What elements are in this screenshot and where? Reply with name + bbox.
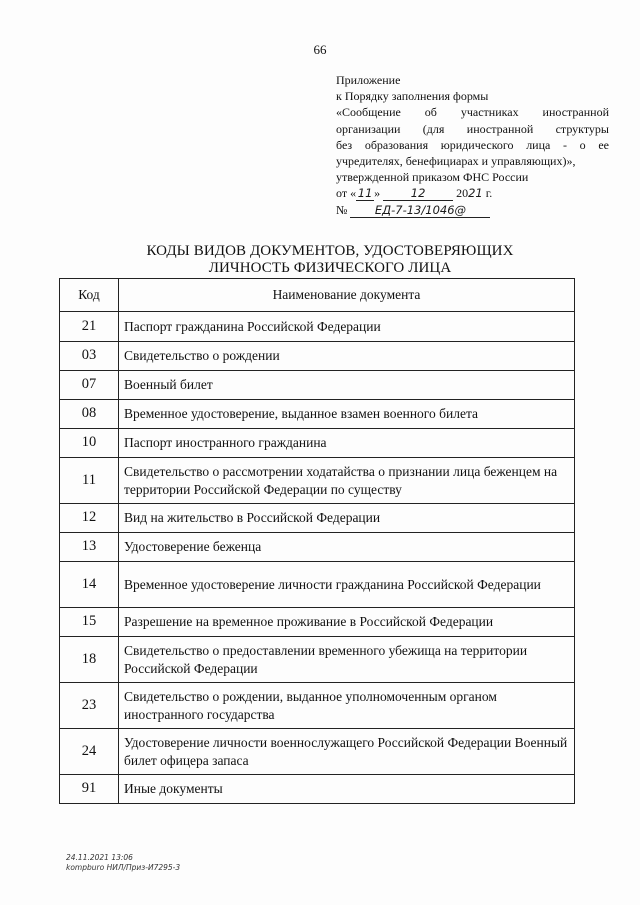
row-code: 23 xyxy=(60,683,119,729)
row-name: Свидетельство о рождении, выданное уполномоченным органом иностранного государства xyxy=(119,683,575,729)
appendix-line: учредителях, бенефициарах и управляющих)», xyxy=(336,154,576,169)
row-name: Паспорт иностранного гражданина xyxy=(119,429,575,458)
row-name: Иные документы xyxy=(119,775,575,804)
document-footer xyxy=(66,853,180,873)
row-name: Свидетельство о рождении xyxy=(119,342,575,371)
table-row xyxy=(60,637,575,683)
row-code: 21 xyxy=(60,312,119,342)
date-year-prefix: 20 xyxy=(456,186,469,201)
row-name: Свидетельство о рассмотрении ходатайства о признании лица беженцем на территории Российской Федерации по существу xyxy=(119,458,575,504)
row-name: Временное удостоверение, выданное взамен военного билета xyxy=(119,400,575,429)
row-code: 11 xyxy=(60,458,119,504)
table-header-row xyxy=(60,279,575,312)
date-suffix: г. xyxy=(485,186,493,201)
page-number: 66 xyxy=(313,42,327,57)
table-row xyxy=(60,729,575,775)
appendix-line: утвержденной приказом ФНС России xyxy=(336,170,529,185)
table-row xyxy=(60,775,575,804)
appendix-header xyxy=(336,72,609,218)
row-name: Вид на жительство в Российской Федерации xyxy=(119,504,575,533)
table-row xyxy=(60,429,575,458)
row-code: 13 xyxy=(60,533,119,562)
table-row xyxy=(60,504,575,533)
document-title xyxy=(60,243,600,277)
document-codes-table xyxy=(59,278,575,804)
date-year-suffix: 21 xyxy=(468,186,483,201)
table-row xyxy=(60,342,575,371)
row-code: 07 xyxy=(60,371,119,400)
row-name: Разрешение на временное проживание в Российской Федерации xyxy=(119,608,575,637)
row-name: Военный билет xyxy=(119,371,575,400)
table-row xyxy=(60,562,575,608)
table-row xyxy=(60,312,575,342)
table-row xyxy=(60,608,575,637)
appendix-line: организации (для иностранной структуры xyxy=(336,121,609,136)
header-name: Наименование документа xyxy=(119,279,575,312)
order-date xyxy=(336,185,609,201)
row-code: 18 xyxy=(60,637,119,683)
order-number: ЕД-7-13/1046@ xyxy=(350,203,490,218)
date-month: 12 xyxy=(383,186,453,201)
table-row xyxy=(60,683,575,729)
row-code: 24 xyxy=(60,729,119,775)
date-day: 11 xyxy=(357,186,373,201)
number-prefix: № xyxy=(336,202,348,217)
order-number-line xyxy=(336,202,609,218)
header-code: Код xyxy=(60,279,119,312)
table-row xyxy=(60,458,575,504)
row-code: 12 xyxy=(60,504,119,533)
row-name: Свидетельство о предоставлении временного убежища на территории Российской Федерации xyxy=(119,637,575,683)
footer-timestamp: 24.11.2021 13:06 xyxy=(66,853,133,862)
table-row xyxy=(60,400,575,429)
title-line-1: КОДЫ ВИДОВ ДОКУМЕНТОВ, УДОСТОВЕРЯЮЩИХ xyxy=(146,243,514,259)
row-name: Удостоверение личности военнослужащего Российской Федерации Военный билет офицера запаса xyxy=(119,729,575,775)
table-row xyxy=(60,371,575,400)
row-code: 91 xyxy=(60,775,119,804)
footer-path: kompburo НИЛ/Приз-И7295-3 xyxy=(66,863,181,872)
row-code: 14 xyxy=(60,562,119,608)
row-code: 03 xyxy=(60,342,119,371)
row-name: Паспорт гражданина Российской Федерации xyxy=(119,312,575,342)
row-code: 15 xyxy=(60,608,119,637)
title-line-2: ЛИЧНОСТЬ ФИЗИЧЕСКОГО ЛИЦА xyxy=(208,260,452,276)
table-row xyxy=(60,533,575,562)
date-mid: » xyxy=(374,186,381,201)
appendix-line: Приложение xyxy=(336,73,401,87)
appendix-line: без образования юридического лица - о ее xyxy=(336,137,609,152)
row-name: Временное удостоверение личности гражданина Российской Федерации xyxy=(119,562,575,608)
row-name: Удостоверение беженца xyxy=(119,533,575,562)
row-code: 08 xyxy=(60,400,119,429)
row-code: 10 xyxy=(60,429,119,458)
appendix-line: «Сообщение об участниках иностранной xyxy=(336,105,609,120)
date-prefix: от « xyxy=(336,186,357,201)
appendix-line: к Порядку заполнения формы xyxy=(336,89,489,104)
